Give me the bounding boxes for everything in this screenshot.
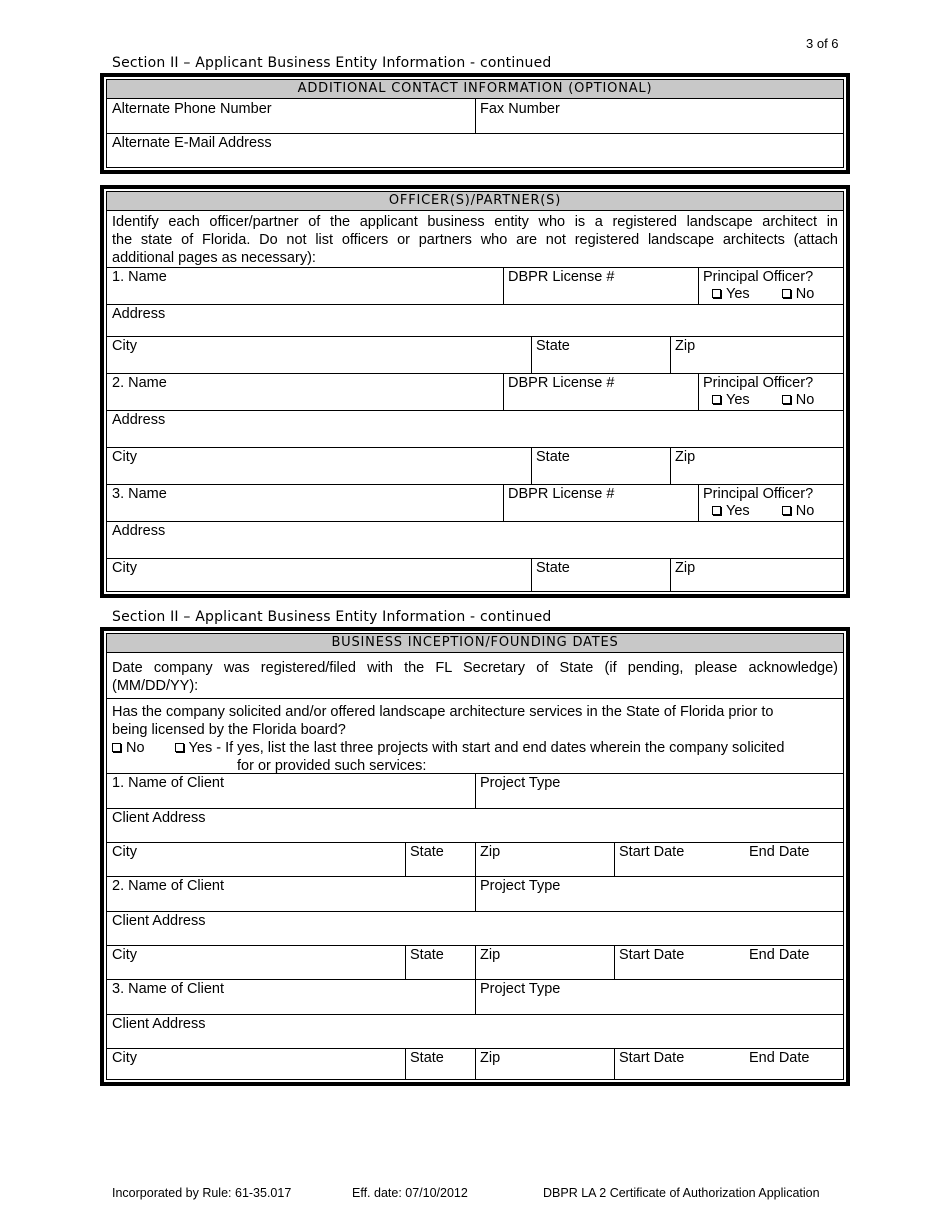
alt-email-label: Alternate E-Mail Address: [112, 135, 272, 151]
client-3-zip-label: Zip: [480, 1050, 501, 1066]
officer-1-no-label: No: [795, 286, 815, 302]
officer-2-yes-label: Yes: [726, 392, 750, 408]
client-1-address-label: Client Address: [112, 810, 206, 826]
officer-1-name-label: 1. Name: [112, 269, 167, 285]
client-2-name-label: 2. Name of Client: [112, 878, 225, 894]
officer-3-city-label: City: [112, 560, 137, 576]
officer-2-principal: [698, 373, 843, 410]
client-2-name-field[interactable]: [107, 876, 475, 911]
section-title: Section II – Applicant Business Entity Information - continued: [112, 609, 552, 625]
contact-info-box: [100, 73, 850, 174]
officer-1-address-field[interactable]: [107, 304, 843, 336]
client-2-state-label: State: [410, 947, 444, 963]
client-2-start-date-label: Start Date: [619, 947, 685, 963]
officer-1-name-field[interactable]: [107, 267, 503, 304]
officer-3-zip-field[interactable]: [670, 558, 843, 591]
officer-3-name-field[interactable]: [107, 484, 503, 521]
client-1-name-label: 1. Name of Client: [112, 775, 225, 791]
officer-3-yes-label: Yes: [726, 503, 750, 519]
client-3-end-date-label: End Date: [749, 1050, 810, 1066]
officers-header: OFFICER(S)/PARTNER(S): [107, 192, 843, 211]
solicited-yes-option[interactable]: [175, 740, 785, 756]
client-3-state-field[interactable]: [405, 1048, 475, 1079]
client-1-project-type-label: Project Type: [480, 775, 561, 791]
officer-3-principal: [698, 484, 843, 521]
client-3-project-type-label: Project Type: [480, 981, 561, 997]
officer-1-license-label: DBPR License #: [508, 269, 615, 285]
client-1-end-date-label: End Date: [749, 844, 810, 860]
checkbox-icon[interactable]: [782, 289, 791, 298]
officer-2-license-label: DBPR License #: [508, 375, 615, 391]
client-2-city-field[interactable]: [107, 945, 405, 979]
client-1-name-field[interactable]: [107, 773, 475, 808]
officer-2-address-field[interactable]: [107, 410, 843, 447]
client-2-start-date-field[interactable]: [614, 945, 744, 979]
officer-1-no-option[interactable]: [782, 286, 815, 302]
officer-2-zip-label: Zip: [675, 449, 696, 465]
officer-1-principal-label: Principal Officer?: [703, 269, 814, 285]
client-2-state-field[interactable]: [405, 945, 475, 979]
client-1-zip-label: Zip: [480, 844, 501, 860]
client-2-address-label: Client Address: [112, 913, 206, 929]
solicited-no-option[interactable]: [112, 740, 145, 756]
registered-date-line-1: Date company was registered/filed with the FL Secretary of State (if pending, please acknowledge): [112, 660, 838, 676]
registered-date-line-2: (MM/DD/YY):: [112, 678, 199, 694]
client-3-name-field[interactable]: [107, 979, 475, 1014]
client-3-city-label: City: [112, 1050, 137, 1066]
officer-1-license-field[interactable]: [503, 267, 698, 304]
checkbox-icon[interactable]: [712, 289, 721, 298]
client-3-end-date-field[interactable]: [744, 1048, 843, 1079]
client-1-zip-field[interactable]: [475, 842, 614, 876]
client-1-state-field[interactable]: [405, 842, 475, 876]
checkbox-icon[interactable]: [175, 743, 184, 752]
officer-1-state-label: State: [536, 338, 570, 354]
solicited-question-line-1: Has the company solicited and/or offered landscape architecture services in the State of Florida prior to: [112, 704, 774, 720]
checkbox-icon[interactable]: [112, 743, 121, 752]
officer-2-zip-field[interactable]: [670, 447, 843, 484]
client-2-zip-field[interactable]: [475, 945, 614, 979]
inception-header: BUSINESS INCEPTION/FOUNDING DATES: [107, 634, 843, 653]
officer-3-no-option[interactable]: [782, 503, 815, 519]
client-2-end-date-label: End Date: [749, 947, 810, 963]
alt-email-field[interactable]: [107, 133, 843, 167]
client-1-address-field[interactable]: [107, 808, 843, 842]
officer-3-principal-label: Principal Officer?: [703, 486, 814, 502]
client-1-state-label: State: [410, 844, 444, 860]
officer-3-no-label: No: [795, 503, 815, 519]
officer-3-city-field[interactable]: [107, 558, 531, 591]
checkbox-icon[interactable]: [712, 506, 721, 515]
officers-instructions-2: the state of Florida. Do not list officers or partners who are not registered landscape architects (attach: [112, 232, 838, 248]
inception-box: [100, 627, 850, 1086]
officer-2-license-field[interactable]: [503, 373, 698, 410]
solicited-options: [112, 739, 838, 757]
solicited-no-label: No: [126, 740, 145, 756]
officer-1-city-field[interactable]: [107, 336, 531, 373]
client-1-end-date-field[interactable]: [744, 842, 843, 876]
officer-2-name-label: 2. Name: [112, 375, 167, 391]
officer-3-state-field[interactable]: [531, 558, 670, 591]
client-2-project-type-field[interactable]: [475, 876, 843, 911]
officer-2-state-label: State: [536, 449, 570, 465]
officer-1-yes-option[interactable]: [712, 286, 750, 302]
fax-field[interactable]: [475, 99, 843, 133]
officer-3-address-label: Address: [112, 523, 166, 539]
client-3-zip-field[interactable]: [475, 1048, 614, 1079]
client-3-address-field[interactable]: [107, 1014, 843, 1048]
client-3-state-label: State: [410, 1050, 444, 1066]
officer-2-city-field[interactable]: [107, 447, 531, 484]
section-title: Section II – Applicant Business Entity Information - continued: [112, 55, 552, 71]
client-1-project-type-field[interactable]: [475, 773, 843, 808]
solicited-yes-line-2: for or provided such services:: [237, 758, 427, 774]
checkbox-icon[interactable]: [782, 506, 791, 515]
officer-2-address-label: Address: [112, 412, 166, 428]
officer-1-address-label: Address: [112, 306, 166, 322]
officers-instructions-1: Identify each officer/partner of the applicant business entity who is a registered landscape architect in: [112, 214, 838, 230]
client-2-zip-label: Zip: [480, 947, 501, 963]
officers-box: [100, 185, 850, 598]
client-3-address-label: Client Address: [112, 1016, 206, 1032]
client-3-start-date-field[interactable]: [614, 1048, 744, 1079]
officer-1-yes-label: Yes: [726, 286, 750, 302]
officer-3-yes-option[interactable]: [712, 503, 750, 519]
officer-2-city-label: City: [112, 449, 137, 465]
client-1-start-date-field[interactable]: [614, 842, 744, 876]
officer-3-name-label: 3. Name: [112, 486, 167, 502]
officer-2-yes-option[interactable]: [712, 392, 750, 408]
client-1-start-date-label: Start Date: [619, 844, 685, 860]
solicited-question-line-2: being licensed by the Florida board?: [112, 722, 346, 738]
client-3-start-date-label: Start Date: [619, 1050, 685, 1066]
officer-2-no-label: No: [795, 392, 815, 408]
officer-1-zip-field[interactable]: [670, 336, 843, 373]
officer-1-zip-label: Zip: [675, 338, 696, 354]
officer-1-state-field[interactable]: [531, 336, 670, 373]
contact-info-header: ADDITIONAL CONTACT INFORMATION (OPTIONAL): [107, 80, 843, 99]
officer-2-principal-label: Principal Officer?: [703, 375, 814, 391]
officer-3-state-label: State: [536, 560, 570, 576]
officer-3-license-label: DBPR License #: [508, 486, 615, 502]
officer-2-name-field[interactable]: [107, 373, 503, 410]
officer-1-principal: [698, 267, 843, 304]
checkbox-icon[interactable]: [782, 395, 791, 404]
officer-2-no-option[interactable]: [782, 392, 815, 408]
solicited-yes-label: Yes - If yes, list the last three projects with start and end dates wherein the company solicited: [188, 740, 785, 756]
officer-3-address-field[interactable]: [107, 521, 843, 558]
page-number: 3 of 6: [806, 36, 839, 51]
client-1-city-field[interactable]: [107, 842, 405, 876]
fax-label: Fax Number: [480, 101, 560, 117]
client-3-project-type-field[interactable]: [475, 979, 843, 1014]
client-2-end-date-field[interactable]: [744, 945, 843, 979]
footer-form-name: DBPR LA 2 Certificate of Authorization Application: [543, 1186, 820, 1200]
officers-instructions-3: additional pages as necessary):: [112, 250, 316, 266]
client-3-name-label: 3. Name of Client: [112, 981, 225, 997]
client-2-address-field[interactable]: [107, 911, 843, 945]
checkbox-icon[interactable]: [712, 395, 721, 404]
footer-eff-date: Eff. date: 07/10/2012: [352, 1186, 468, 1200]
officer-2-state-field[interactable]: [531, 447, 670, 484]
officer-3-license-field[interactable]: [503, 484, 698, 521]
alt-phone-label: Alternate Phone Number: [112, 101, 272, 117]
client-2-city-label: City: [112, 947, 137, 963]
officer-1-city-label: City: [112, 338, 137, 354]
client-3-city-field[interactable]: [107, 1048, 405, 1079]
footer-rule: Incorporated by Rule: 61-35.017: [112, 1186, 292, 1200]
client-1-city-label: City: [112, 844, 137, 860]
officer-3-zip-label: Zip: [675, 560, 696, 576]
alt-phone-field[interactable]: [107, 99, 475, 133]
client-2-project-type-label: Project Type: [480, 878, 561, 894]
